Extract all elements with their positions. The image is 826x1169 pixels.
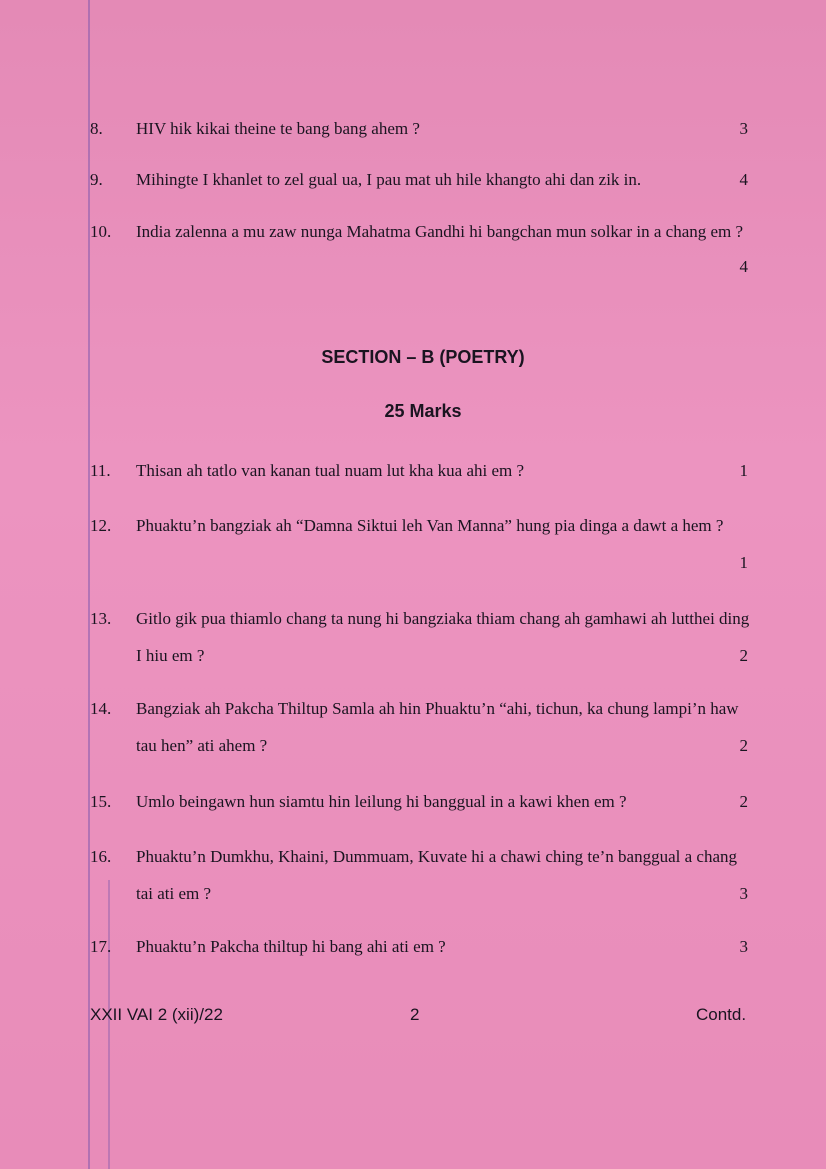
question-number: 13. — [90, 609, 112, 628]
question-number: 10. — [90, 222, 112, 241]
question-text: HIV hik kikai theine te bang bang ahem ? — [136, 119, 420, 138]
question-item — [90, 690, 756, 764]
question-item — [90, 213, 756, 285]
question-number: 16. — [90, 847, 112, 866]
question-item — [90, 783, 756, 820]
question-marks: 3 — [739, 884, 748, 903]
question-marks: 3 — [739, 119, 748, 138]
question-number: 17. — [90, 937, 112, 956]
question-text: Gitlo gik pua thiamlo chang ta nung hi bangziaka thiam chang ah gamhawi ah lutthei ding I hiu em ? — [136, 609, 750, 665]
question-number: 11. — [90, 461, 111, 480]
question-text: Thisan ah tatlo van kanan tual nuam lut kha kua ahi em ? — [136, 461, 525, 480]
question-text: India zalenna a mu zaw nunga Mahatma Gandhi hi bangchan mun solkar in a chang em ? — [136, 222, 744, 241]
question-item — [90, 161, 756, 198]
question-number: 14. — [90, 699, 112, 718]
question-number: 15. — [90, 792, 112, 811]
question-marks: 2 — [739, 792, 748, 811]
question-text: Phuaktu’n Dumkhu, Khaini, Dummuam, Kuvate hi a chawi ching te’n banggual a chang tai ati em ? — [136, 847, 737, 903]
question-number: 9. — [90, 170, 103, 189]
question-text: Bangziak ah Pakcha Thiltup Samla ah hin Phuaktu’n “ahi, tichun, ka chung lampi’n haw tau hen” ati ahem ? — [136, 699, 739, 755]
section-marks: 25 Marks — [384, 401, 462, 421]
question-item — [90, 928, 756, 965]
question-item — [90, 452, 756, 489]
question-text: Mihingte I khanlet to zel gual ua, I pau mat uh hile khangto ahi dan zik in. — [136, 170, 642, 189]
question-marks: 1 — [739, 461, 748, 480]
question-text: Umlo beingawn hun siamtu hin leilung hi banggual in a kawi khen em ? — [136, 792, 627, 811]
paper-code: XXII VAI 2 (xii)/22 — [90, 1005, 223, 1024]
question-marks: 2 — [739, 736, 748, 755]
question-marks: 3 — [739, 937, 748, 956]
question-marks: 4 — [739, 257, 748, 276]
question-marks: 4 — [739, 170, 748, 189]
question-number: 12. — [90, 516, 112, 535]
section-title: SECTION – B (POETRY) — [321, 347, 525, 367]
question-text: Phuaktu’n Pakcha thiltup hi bang ahi ati em ? — [136, 937, 446, 956]
question-marks: 2 — [739, 646, 748, 665]
question-item — [90, 507, 756, 581]
question-text: Phuaktu’n bangziak ah “Damna Siktui leh Van Manna” hung pia dinga a dawt a hem ? — [136, 516, 724, 535]
continued-label: Contd. — [696, 1005, 747, 1024]
question-marks: 1 — [739, 553, 748, 572]
question-number: 8. — [90, 119, 103, 138]
page-number: 2 — [410, 1005, 420, 1024]
question-item — [90, 838, 756, 912]
question-item — [90, 600, 756, 674]
question-item — [90, 110, 756, 147]
